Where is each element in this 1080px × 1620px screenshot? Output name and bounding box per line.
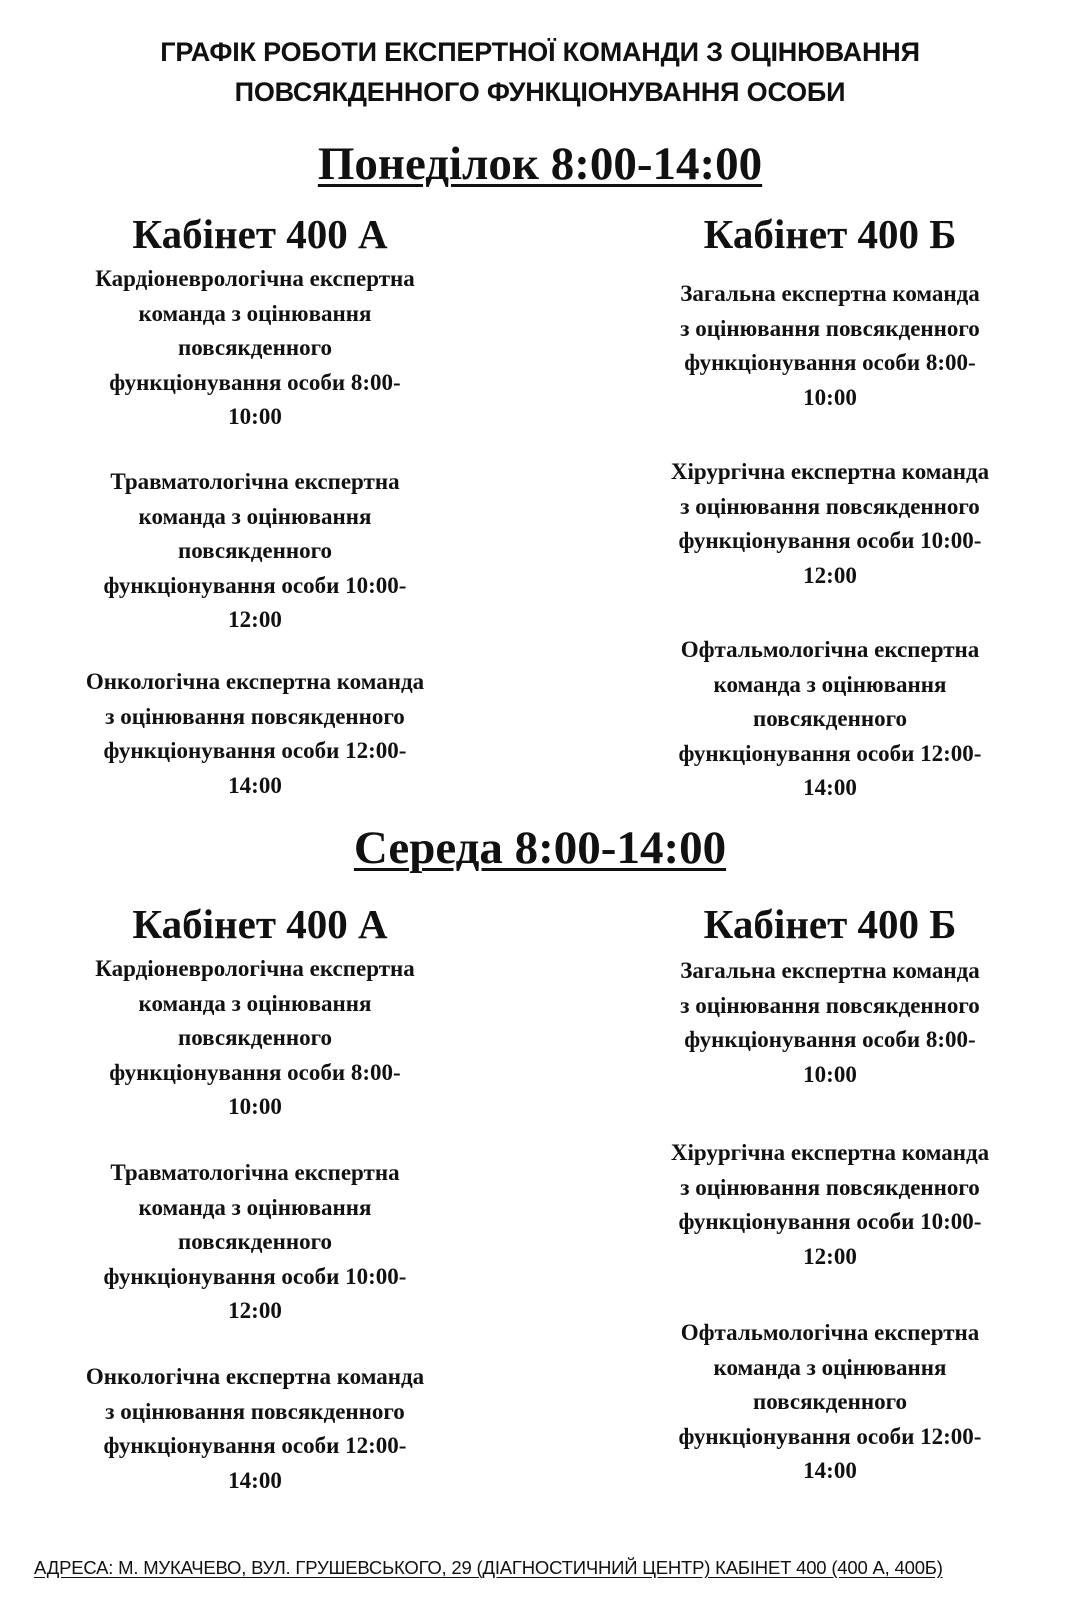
team-line: Онкологічна експертна команда <box>85 1364 425 1389</box>
team-line: повсякденного <box>177 335 332 360</box>
team-line: 10:00 <box>803 384 857 410</box>
team-line: функціонування особи 12:00- <box>678 1423 982 1449</box>
team-line: функціонування особи 12:00- <box>103 1433 407 1458</box>
team-block <box>0 1360 510 1498</box>
team-block <box>0 1156 510 1329</box>
team-line: з оцінювання повсякденного <box>105 1398 405 1424</box>
team-line: Онкологічна експертна команда <box>85 669 425 694</box>
day-heading-monday: Понеділок 8:00-14:00 <box>317 138 763 190</box>
team-line: повсякденного <box>177 1025 332 1050</box>
team-block <box>570 633 1080 806</box>
team-line: 10:00 <box>228 1094 282 1119</box>
team-block <box>570 1136 1080 1274</box>
team-line: команда з оцінювання <box>713 671 947 697</box>
team-line: Офтальмологічна експертна <box>680 637 980 662</box>
team-block <box>570 277 1080 415</box>
team-block <box>0 262 510 435</box>
team-line: Кардіоневрологічна експертна <box>95 956 415 981</box>
team-line: команда з оцінювання <box>713 1354 947 1380</box>
team-line: функціонування особи 10:00- <box>678 528 982 553</box>
team-line: Травматологічна експертна <box>110 469 400 494</box>
team-line: повсякденного <box>177 1229 332 1254</box>
address-footer: АДРЕСА: М. МУКАЧЕВО, ВУЛ. ГРУШЕВСЬКОГО, 29 (ДІАГНОСТИЧНИЙ ЦЕНТР) КАБІНЕТ 400 (400 А, 400Б) <box>34 1557 943 1578</box>
cabinet-400b-heading: Кабінет 400 Б <box>703 211 957 257</box>
team-line: повсякденного <box>752 1389 907 1414</box>
team-line: з оцінювання повсякденного <box>105 703 405 729</box>
team-line: Кардіоневрологічна експертна <box>95 266 415 291</box>
team-line: команда з оцінювання <box>138 300 372 326</box>
title-line: ПОВСЯКДЕННОГО ФУНКЦІОНУВАННЯ ОСОБИ <box>234 77 846 107</box>
team-line: 14:00 <box>803 1458 857 1483</box>
team-line: 10:00 <box>228 404 282 429</box>
team-line: 10:00 <box>803 1061 857 1087</box>
cabinet-400a-heading: Кабінет 400 А <box>132 901 388 947</box>
team-line: команда з оцінювання <box>138 990 372 1016</box>
team-line: з оцінювання повсякденного <box>680 315 980 341</box>
team-line: 12:00 <box>228 607 282 632</box>
team-line: функціонування особи 10:00- <box>103 1263 407 1289</box>
team-line: функціонування особи 10:00- <box>103 572 407 598</box>
team-line: з оцінювання повсякденного <box>680 992 980 1018</box>
team-line: функціонування особи 12:00- <box>103 738 407 763</box>
team-line: функціонування особи 10:00- <box>678 1209 982 1234</box>
team-line: з оцінювання повсякденного <box>680 1174 980 1200</box>
team-block <box>0 952 510 1125</box>
team-block <box>570 455 1080 593</box>
team-line: функціонування особи 8:00- <box>109 369 401 395</box>
cabinet-400b-heading: Кабінет 400 Б <box>703 901 957 947</box>
team-line: функціонування особи 8:00- <box>684 350 976 375</box>
title-line: ГРАФІК РОБОТИ ЕКСПЕРТНОЇ КОМАНДИ З ОЦІНЮВАННЯ <box>160 37 920 67</box>
day-heading-wednesday: Середа 8:00-14:00 <box>353 822 727 874</box>
team-line: Загальна експертна команда <box>680 281 980 306</box>
team-line: функціонування особи 8:00- <box>109 1059 401 1085</box>
team-line: 12:00 <box>803 1243 857 1269</box>
team-line: команда з оцінювання <box>138 503 372 529</box>
team-block <box>0 465 510 638</box>
team-line: функціонування особи 8:00- <box>684 1027 976 1052</box>
team-block <box>570 954 1080 1092</box>
team-line: Офтальмологічна експертна <box>680 1320 980 1345</box>
team-line: Загальна експертна команда <box>680 958 980 983</box>
cabinet-400a-heading: Кабінет 400 А <box>132 211 388 257</box>
team-line: Травматологічна експертна <box>110 1160 400 1185</box>
team-line: Хірургічна експертна команда <box>670 1140 990 1165</box>
document-title <box>0 32 1080 112</box>
team-line: 12:00 <box>228 1298 282 1323</box>
team-line: Хірургічна експертна команда <box>670 459 990 484</box>
team-line: повсякденного <box>177 538 332 563</box>
team-block <box>0 665 510 803</box>
team-block <box>570 1316 1080 1489</box>
team-line: 14:00 <box>228 772 282 798</box>
team-line: команда з оцінювання <box>138 1194 372 1220</box>
team-line: 14:00 <box>803 775 857 800</box>
team-line: повсякденного <box>752 706 907 731</box>
team-line: з оцінювання повсякденного <box>680 493 980 519</box>
team-line: функціонування особи 12:00- <box>678 740 982 766</box>
team-line: 14:00 <box>228 1467 282 1493</box>
team-line: 12:00 <box>803 562 857 588</box>
